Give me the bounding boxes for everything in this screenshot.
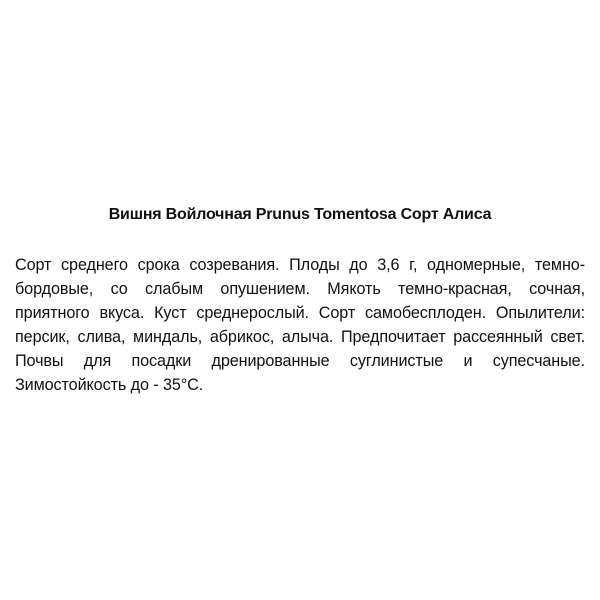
product-description: Сорт среднего срока созревания. Плоды до 3,6 г, одномерные, темно-бордовые, со слабым опушением. Мякоть темно-красная, сочная, приятного вкуса. Куст среднерослый. Сорт самобесплоден. Опылители: персик, слива, миндаль, абрикос, алыча. Предпочитает рассеянный свет. Почвы для посадки дренированные суглинистые и супесчаные. Зимостойкость до - 35°С. [15, 256, 585, 394]
product-title: Вишня Войлочная Prunus Tomentosa Сорт Алиса [108, 206, 492, 223]
